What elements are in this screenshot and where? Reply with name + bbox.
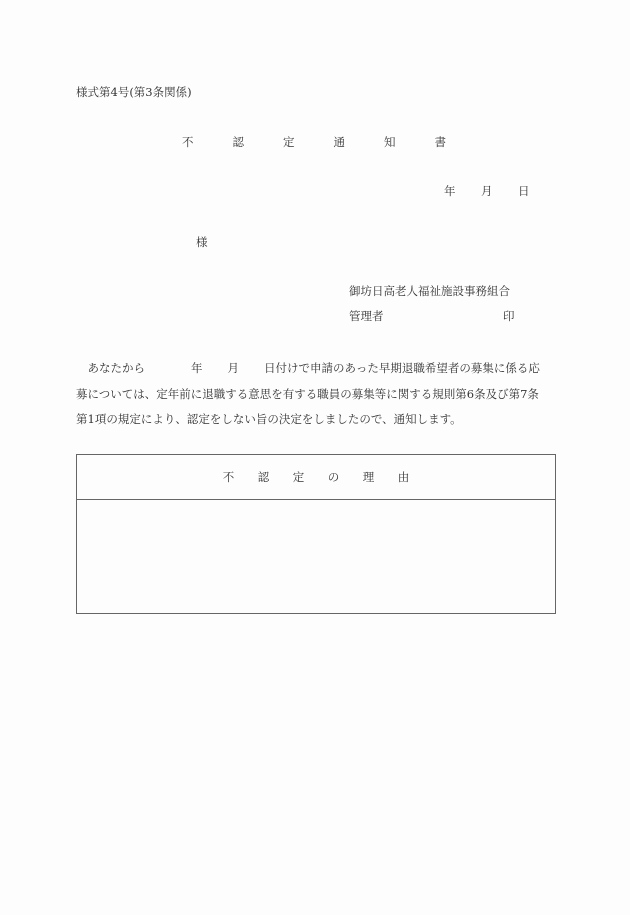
body-line-1 [76, 356, 556, 382]
header-char: 由 [397, 470, 410, 484]
reason-table-header [77, 455, 555, 500]
date-month-label: 月 [481, 184, 493, 198]
header-char: 不 [222, 470, 235, 484]
issuer-organization: 御坊日高老人福祉施設事務組合 [349, 284, 510, 298]
reason-table [76, 454, 556, 614]
body-line-3: 第1項の規定により、認定をしない旨の決定をしましたので、通知します。 [76, 412, 462, 426]
reason-content-area [77, 500, 555, 613]
issue-date [444, 183, 555, 199]
title-char: 認 [232, 135, 244, 149]
form-number-label: 様式第4号(第3条関係) [76, 85, 192, 99]
title-char: 書 [434, 135, 446, 149]
date-year-label: 年 [444, 184, 456, 198]
body-text-segment: 日付けで申請のあった早期退職希望者の募集に係る応 [264, 361, 540, 375]
header-char: 理 [362, 470, 375, 484]
title-char: 不 [182, 135, 194, 149]
body-line-2: 募については、定年前に退職する意思を有する職員の募集等に関する規則第6条及び第7条 [76, 386, 539, 401]
issuer-title: 管理者 [349, 309, 384, 323]
title-char: 知 [384, 135, 396, 149]
title-char: 定 [283, 135, 295, 149]
addressee-suffix: 様 [196, 235, 208, 249]
header-char: の [327, 470, 340, 484]
document-title [182, 134, 485, 150]
header-char: 定 [292, 470, 305, 484]
seal-mark: 印 [503, 309, 515, 323]
header-char: 認 [257, 470, 270, 484]
date-day-label: 日 [518, 184, 530, 198]
notice-body [76, 356, 556, 433]
body-year-label: 年 [191, 361, 203, 375]
body-month-label: 月 [227, 361, 239, 375]
title-char: 通 [333, 135, 345, 149]
body-text-segment: あなたから [87, 361, 145, 375]
